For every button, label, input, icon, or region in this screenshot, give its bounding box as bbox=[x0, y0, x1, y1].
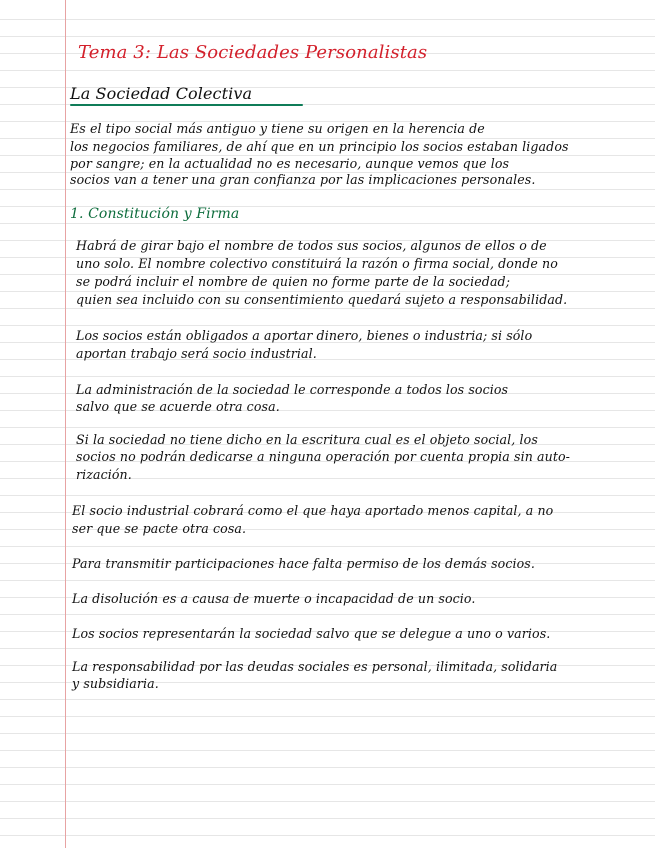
page-title: Tema 3: Las Sociedades Personalistas bbox=[78, 42, 428, 63]
paragraph-line: ser que se pacte otra cosa. bbox=[72, 521, 247, 536]
paragraph-line: El socio industrial cobrará como el que haya aportado menos capital, a no bbox=[72, 503, 554, 518]
intro-line: los negocios familiares, de ahí que en un principio los socios estaban ligados bbox=[70, 139, 569, 154]
paragraph-line: Si la sociedad no tiene dicho en la escritura cual es el objeto social, los bbox=[76, 432, 538, 447]
intro-line: por sangre; en la actualidad no es necesario, aunque vemos que los bbox=[70, 156, 510, 171]
subtitle: La Sociedad Colectiva bbox=[70, 84, 253, 103]
paragraph-line: Habrá de girar bajo el nombre de todos sus socios, algunos de ellos o de bbox=[76, 238, 547, 253]
section-heading: 1. Constitución y Firma bbox=[70, 206, 240, 222]
paragraph-line: Los socios están obligados a aportar dinero, bienes o industria; si sólo bbox=[76, 328, 533, 343]
paragraph-line: quien sea incluido con su consentimiento quedará sujeto a responsabilidad. bbox=[76, 292, 568, 307]
paragraph-line: aportan trabajo será socio industrial. bbox=[76, 346, 317, 361]
paragraph-line: La responsabilidad por las deudas sociales es personal, ilimitada, solidaria bbox=[72, 659, 558, 674]
paragraph-line: Los socios representarán la sociedad salvo que se delegue a uno o varios. bbox=[72, 626, 551, 641]
paragraph-line: uno solo. El nombre colectivo constituirá la razón o firma social, donde no bbox=[76, 256, 558, 271]
paragraph-line: Para transmitir participaciones hace falta permiso de los demás socios. bbox=[72, 556, 535, 571]
paragraph-line: salvo que se acuerde otra cosa. bbox=[76, 399, 280, 414]
subtitle-underline bbox=[70, 104, 303, 106]
paragraph-line: rización. bbox=[76, 467, 132, 482]
paragraph-line: y subsidiaria. bbox=[72, 676, 159, 691]
paragraph-line: se podrá incluir el nombre de quien no forme parte de la sociedad; bbox=[76, 274, 511, 289]
paragraph-line: La disolución es a causa de muerte o incapacidad de un socio. bbox=[72, 591, 476, 606]
margin-line bbox=[65, 0, 66, 848]
paragraph-line: socios no podrán dedicarse a ninguna operación por cuenta propia sin auto- bbox=[76, 449, 571, 464]
intro-line: Es el tipo social más antiguo y tiene su origen en la herencia de bbox=[70, 121, 485, 136]
paragraph-line: La administración de la sociedad le corresponde a todos los socios bbox=[76, 382, 509, 397]
intro-line: socios van a tener una gran confianza por las implicaciones personales. bbox=[70, 172, 536, 187]
subtitle-block bbox=[70, 84, 252, 103]
